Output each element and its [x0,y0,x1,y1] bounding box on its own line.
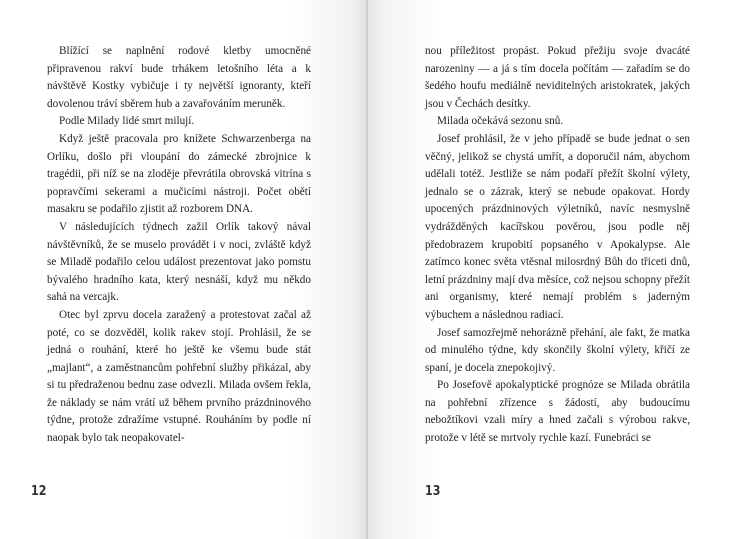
paragraph: Podle Milady lidé smrt milují. [59,115,195,128]
paragraph: Josef prohlásil, že v jeho případě se bude jednat o sen věčný, jelikož se chystá umřít, a doporučil nám, abychom udělali totéž. Jestliže se nám podaří přežít školní výlety, jednalo se o zázrak, který se nebude opakovat. Hordy upocených prázdninových výletníků, navíc nesmyslně vydrážděných kacířskou pověrou, jsou podle něj předobrazem krupobití popsaného v Apokalypse. Ale zatímco konec světa vtěsnal milosrdný Bůh do třiceti dnů, letní prázdniny mají dva měsíce, což nejsou schopny přežít ani organismy, které nemají problém s jaderným výbuchem a následnou radiací. [425,132,690,321]
continued-paragraph: nou příležitost propást. Pokud přežiju svoje dvacáté narozeniny — a já s tím docela počítám — zařadím se do šedého houfu mediálně neviditelných aristokratek, jakých jsou v Čechách desítky. [425,45,690,110]
right-page [368,0,737,539]
left-page [0,0,366,539]
paragraph: Blížící se naplnění rodové kletby umocněné připravenou rakví bude trhákem letošního léta a k návštěvě Kostky vybičuje i ty největší ignoranty, kteří dovolenou tráví sběrem hub a zavařováním meruněk. [47,45,311,110]
paragraph: Josef samozřejmě nehorázně přehání, ale fakt, že matka od minulého týdne, kdy skončily školní výlety, křičí ze spaní, je docela znepokojivý. [425,326,690,374]
right-page-text [425,43,690,448]
paragraph: V následujících týdnech zažil Orlík takový nával návštěvníků, že se muselo provádět i v noci, zvláště když se Miladě podařilo celou událost prezentovat jako pomstu bývalého hradního kata, který nesnáší, když mu někdo sahá na vercajk. [47,220,311,304]
paragraph: Když ještě pracovala pro knížete Schwarzenberga na Orlíku, došlo při vloupání do zámecké zbrojnice k tragédii, při níž se na zloděje převrátila obrovská vitrína s popravčími sekerami a mučicími nástroji. Počet obětí masakru se podařilo zjistit až rozborem DNA. [47,132,311,216]
paragraph: Po Josefově apokalyptické prognóze se Milada obrátila na pohřební zřízence s žádostí, aby budoucímu nebožtíkovi vzali míry a hned začali s výrobou rakve, protože v létě se mrtvoly rychle kazí. Funebráci se [425,379,690,445]
page-number: 13 [425,484,441,499]
paragraph: Otec byl zprvu docela zaražený a protestovat začal až poté, co se dozvěděl, kolik rakev stojí. Prohlásil, že se jedná o rouhání, které ho ještě ke všemu bude stát „majlant“, a zaměstnancům pohřební služby přikázal, aby si tu předraženou bednu zase odvezli. Milada ovšem řekla, že náklady se nám vrátí už během prvního prázdninového týdne, protože zdražíme vstupné. Rouháním by podle ní naopak bylo tak neopakovatel- [47,308,311,445]
paragraph: Milada očekává sezonu snů. [437,115,564,128]
left-page-text [47,43,311,448]
page-number: 12 [31,484,47,499]
